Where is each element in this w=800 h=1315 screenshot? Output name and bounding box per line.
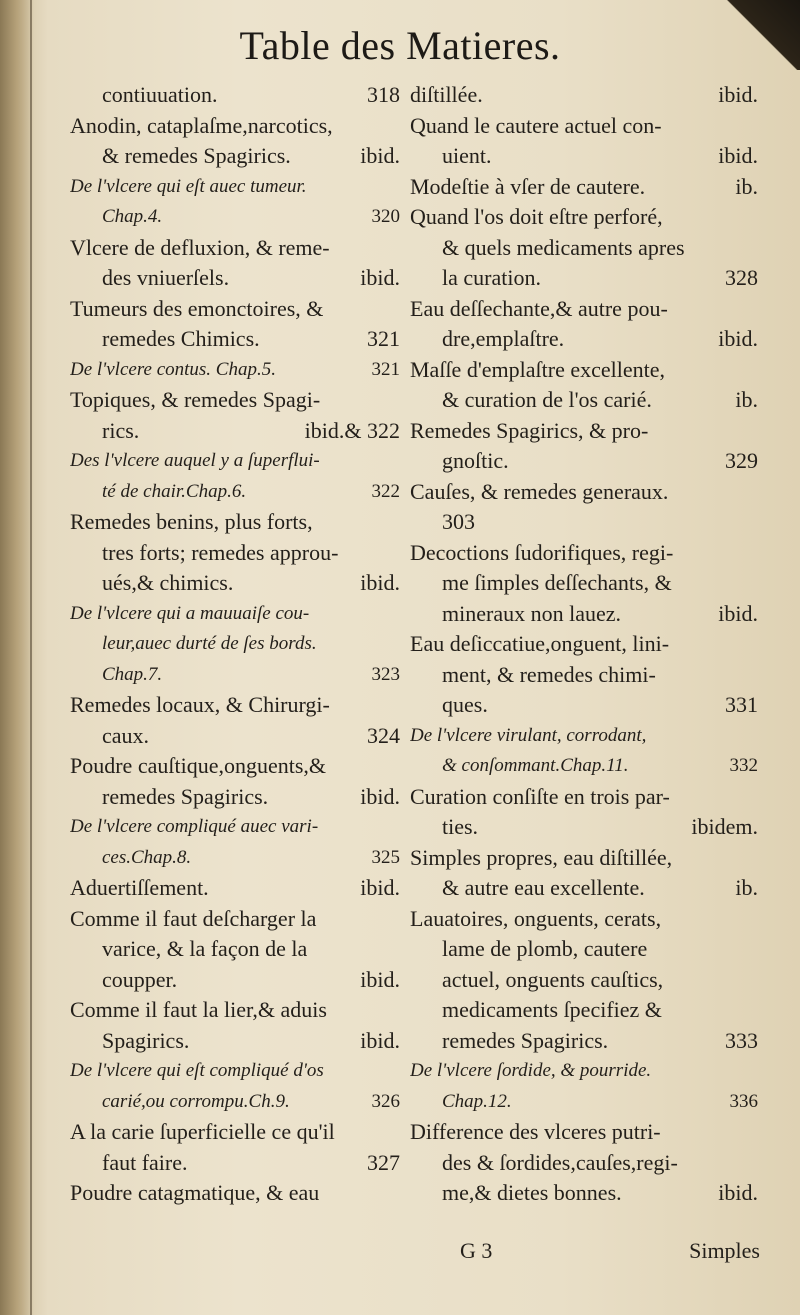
entry-text: ties. [442,814,479,839]
entry-line [70,1026,400,1057]
page-number: 328 [725,265,758,290]
page-number: 321 [371,358,400,380]
page-number: ibid.& 322 [304,417,400,443]
entry-text: De l'vlcere contus. Chap.5. [70,358,276,380]
index-entry [410,416,758,477]
page-number: 327 [367,1149,400,1175]
entry-text: caux. [102,722,150,748]
entry-line: ment, & remedes chimi- [442,661,656,687]
entry-text: & remedes Spagirics. [102,143,291,168]
index-entry [70,1117,400,1178]
page-title: Table des Matieres. [239,23,561,68]
page-number: 321 [367,326,400,351]
index-entry [70,172,400,233]
page-number: ibid. [360,966,400,992]
index-entry [70,1056,400,1117]
page-number: ibid. [718,600,758,626]
entry-line [70,141,400,172]
entry-line [410,172,758,203]
index-entry [410,1056,758,1117]
index-entry [410,1117,758,1209]
entry-line [70,477,400,508]
page-gutter [0,0,34,1315]
page-number: 331 [725,692,758,717]
index-entry [70,812,400,873]
index-entry [410,843,758,904]
entry-text: ques. [442,692,488,717]
index-entry [70,355,400,386]
index-entry [410,172,758,203]
entry-line: Poudre cauſtique,onguents,& [70,753,327,778]
index-entry [70,599,400,691]
entry-line: De l'vlcere virulant, corrodant, [410,724,647,746]
entry-line: Topiques, & remedes Spagi- [70,387,321,412]
entry-line: varice, & la façon de la [102,936,308,961]
entry-line: Quand l'os doit eſtre perforé, [410,204,663,229]
index-entry [410,477,758,538]
entry-line: A la carie ſuperficielle ce qu'il [70,1119,335,1144]
index-entry [70,80,400,111]
entry-line: Des l'vlcere auquel y a ſuperflui- [70,450,320,471]
entry-line [410,751,758,782]
entry-line [70,355,400,386]
margin-rule [30,0,32,1315]
entry-text: Spagirics. [102,1027,190,1053]
entry-text: carié,ou corrompu.Ch.9. [102,1090,290,1112]
entry-text: des vniuerſels. [102,265,230,290]
page-number: ib. [735,387,758,412]
entry-text: coupper. [102,966,178,992]
entry-line: Remedes Spagirics, & pro- [410,417,649,443]
page-number: ibidem. [691,814,758,839]
page-number: 324 [367,722,400,748]
page-number: ibid. [360,143,400,168]
entry-line: Comme il faut deſcharger la [70,905,317,931]
entry-text: rics. [102,417,140,443]
index-entry [70,233,400,294]
signature-mark: G 3 [460,1238,493,1263]
entry-text: la curation. [442,265,541,290]
catchword: Simples [689,1238,760,1263]
index-entry [70,507,400,599]
page-number: 325 [371,846,400,868]
entry-line [70,80,400,111]
entry-text: dre,emplaſtre. [442,326,565,351]
entry-line: 303 [442,509,475,534]
entry-line: Eau deſiccatiue,onguent, lini- [410,631,670,656]
entry-line [410,141,758,172]
entry-text: diſtillée. [410,82,483,107]
entry-line [70,568,400,599]
entry-line [70,965,400,996]
entry-text: & conſommant.Chap.11. [442,755,629,776]
page-number: ibid. [718,143,758,168]
entry-line [70,1148,400,1179]
page-number: ibid. [360,570,400,595]
entry-line [410,80,758,111]
page-number: ib. [735,875,758,900]
entry-line [70,202,400,233]
index-entry [70,751,400,812]
index-entry [70,1178,400,1209]
page-footer [460,1238,760,1272]
index-entry [70,995,400,1056]
index-entry [410,721,758,782]
entry-text: & curation de l'os carié. [442,387,652,412]
entry-line: Poudre catagmatique, & eau [70,1180,320,1205]
entry-line [410,263,758,294]
entry-text: faut faire. [102,1149,188,1175]
page-number: ib. [735,173,758,199]
page-number: ibid. [360,783,400,809]
entry-line [410,1178,758,1209]
entry-line: Anodin, cataplaſme,narcotics, [70,112,333,138]
page-number: 326 [371,1090,400,1112]
entry-line [410,873,758,904]
index-entry [410,111,758,172]
entry-line: Tumeurs des emonctoires, & [70,295,324,321]
entry-line: Lauatoires, onguents, cerats, [410,905,662,931]
index-entry [410,782,758,843]
entry-line: Simples propres, eau diſtillée, [410,844,673,870]
entry-line [70,873,400,904]
index-entry [70,385,400,446]
entry-line [410,1026,758,1057]
entry-line: Maſſe d'emplaſtre excellente, [410,356,666,382]
entry-text: Aduertiſſement. [70,875,209,900]
entry-text: remedes Spagirics. [102,783,269,809]
entry-line: leur,auec durté de ſes bords. [102,633,317,654]
entry-text: contiuuation. [102,82,218,107]
entry-line [410,385,758,416]
entry-text: té de chair.Chap.6. [102,480,247,502]
entry-line [70,416,400,447]
index-entry [410,202,758,294]
page-number: ibid. [360,875,400,900]
entry-line [70,660,400,691]
index-entry [410,538,758,630]
entry-text: ces.Chap.8. [102,846,192,868]
page-number: 333 [725,1027,758,1053]
index-entry [70,446,400,507]
entry-line [70,721,400,752]
page-number: 320 [371,206,400,227]
index-entry [70,294,400,355]
entry-text: Chap.7. [102,663,163,685]
entry-line [410,446,758,477]
entry-line: De l'vlcere qui eſt auec tumeur. [70,175,307,197]
index-entry [410,294,758,355]
page-number: 323 [371,663,400,685]
index-entry [70,873,400,904]
entry-text: & autre eau excellente. [442,875,645,900]
page-number: 332 [729,755,758,776]
entry-line: Eau deſſechante,& autre pou- [410,295,668,321]
entry-text: Modeſtie à vſer de cautere. [410,173,646,199]
right-column [410,80,758,1209]
entry-line: Vlcere de defluxion, & reme- [70,234,330,260]
entry-line: De l'vlcere qui a mauuaiſe cou- [70,602,310,624]
entry-line [70,263,400,294]
page-number: 336 [729,1090,758,1112]
entry-line [70,782,400,813]
entry-text: uient. [442,143,492,168]
entry-line [410,1087,758,1118]
index-entry [70,690,400,751]
index-entry [70,904,400,996]
page-number: 318 [367,82,400,107]
entry-line [70,1087,400,1118]
page-number: 322 [371,480,400,502]
index-entry [410,629,758,721]
entry-line: Decoctions ſudorifiques, regi- [410,539,674,565]
entry-text: me,& dietes bonnes. [442,1180,622,1205]
index-entry [410,80,758,111]
index-entry [70,111,400,172]
page-number: ibid. [718,1180,758,1205]
entry-line: me ſimples deſſechants, & [442,570,672,595]
entry-line: Difference des vlceres putri- [410,1119,661,1144]
entry-line [410,690,758,721]
entry-line: De l'vlcere qui eſt compliqué d'os [70,1060,324,1081]
entry-text: remedes Spagirics. [442,1027,609,1053]
entry-line: Remedes locaux, & Chirurgi- [70,692,330,717]
page-number: ibid. [718,82,758,107]
entry-line: tres forts; remedes approu- [102,539,339,565]
entry-text: ués,& chimics. [102,570,234,595]
entry-text: remedes Chimics. [102,326,260,351]
entry-line [410,324,758,355]
entry-line: actuel, onguents cauſtics, [442,966,664,992]
entry-line: Quand le cautere actuel con- [410,112,662,138]
entry-line: Curation conſiſte en trois par- [410,783,670,809]
page-number: 329 [725,448,758,473]
entry-line [410,599,758,630]
entry-line: De l'vlcere compliqué auec vari- [70,816,319,837]
entry-line [410,812,758,843]
entry-text: Chap.4. [102,206,163,227]
entry-line: Comme il faut la lier,& aduis [70,997,327,1022]
entry-line [70,843,400,874]
entry-text: mineraux non lauez. [442,600,621,626]
entry-text: gnoſtic. [442,448,509,473]
entry-line: lame de plomb, cautere [442,936,648,961]
page-number: ibid. [360,1027,400,1053]
entry-text: Chap.12. [442,1090,512,1112]
entry-line [70,324,400,355]
left-column [70,80,400,1209]
entry-line: & quels medicaments apres [442,234,685,260]
index-entry [410,904,758,1057]
entry-line: De l'vlcere ſordide, & pourride. [410,1060,652,1081]
entry-line: Cauſes, & remedes generaux. [410,478,669,504]
page-number: ibid. [360,265,400,290]
entry-line: medicaments ſpecifiez & [442,997,662,1022]
page-number: ibid. [718,326,758,351]
entry-line: des & ſordides,cauſes,regi- [442,1149,678,1175]
index-entry [410,355,758,416]
entry-line: Remedes benins, plus forts, [70,509,313,534]
